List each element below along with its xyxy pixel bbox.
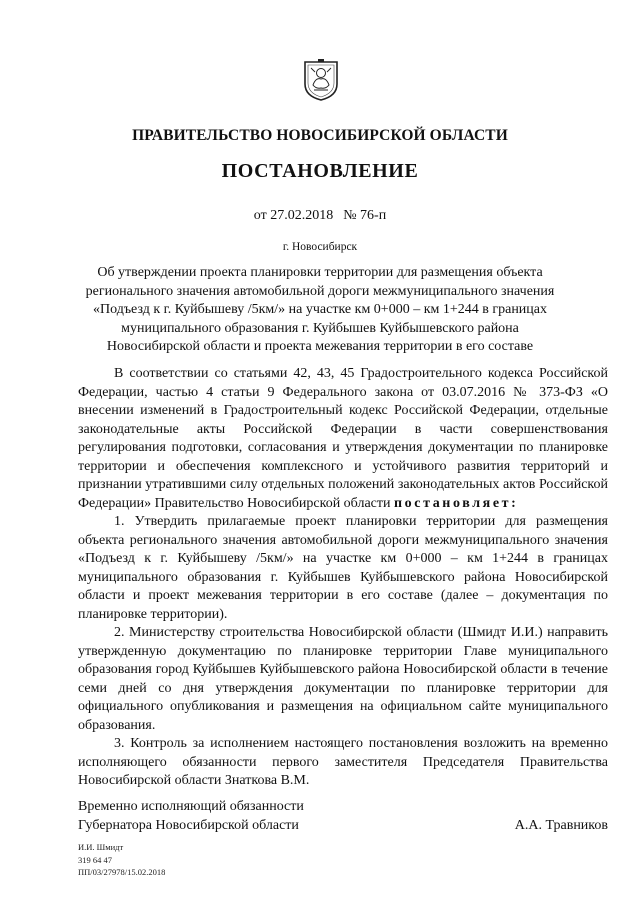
executor-block bbox=[78, 841, 165, 879]
document-subject bbox=[84, 264, 556, 357]
executor-phone: 319 64 47 bbox=[78, 854, 112, 865]
subject-line: Об утверждении проекта планировки территории для размещения объекта bbox=[97, 265, 543, 280]
signatory-position-line-1: Временно исполняющий обязанности bbox=[78, 799, 304, 814]
document-number: № 76-п bbox=[343, 208, 387, 223]
subject-line: «Подъезд к г. Куйбышеву /5км/» на участке км 0+000 – км 1+244 в границах bbox=[92, 302, 548, 318]
resolution-item-2: 2. Министерству строительства Новосибирской области (Шмидт И.И.) направить утвержденную документацию по планировке территории Главе муниципального образования город Куйбышев Куйбышевского района Новосибирской области в течение семи дней со дня утверждения документации по планировке территории для официального опубликования и размещения на официальном сайте муниципального образования. bbox=[78, 625, 608, 733]
resolution-item-3: 3. Контроль за исполнением настоящего постановления возложить на временно исполняющего обязанности первого заместителя Председателя Правительства Новосибирской области Знаткова В.М. bbox=[78, 736, 608, 788]
registration-number: ПП/03/27978/15.02.2018 bbox=[78, 867, 166, 877]
coat-of-arms-icon bbox=[302, 58, 340, 102]
subject-line: регионального значения автомобильной дороги межмуниципального значения bbox=[85, 283, 555, 299]
resolution-item-1: 1. Утвердить прилагаемые проект планировки территории для размещения объекта регионального значения автомобильной дороги межмуниципального значения «Подъезд к г. Куйбышеву /5км/» на участке км 0+000 – км 1+244 в границах муниципального образования г. Куйбышев Куйбышевского района Новосибирской области и проект межевания территории в его составе (далее – документация по планировке территории). bbox=[78, 514, 608, 622]
subject-line: Новосибирской области и проекта межевания территории в его составе bbox=[106, 339, 534, 355]
city: г. Новосибирск bbox=[282, 241, 358, 253]
date-number-line bbox=[0, 208, 640, 224]
document-body bbox=[78, 365, 608, 791]
signature-block bbox=[78, 798, 608, 835]
document-date: от 27.02.2018 bbox=[253, 208, 334, 223]
resolves-word: постановляет: bbox=[393, 495, 519, 511]
signatory-name: А.А. Травников bbox=[514, 817, 608, 833]
signatory-position-line-2: Губернатора Новосибирской области bbox=[78, 817, 299, 833]
executor-name: И.И. Шмидт bbox=[78, 842, 124, 852]
subject-line: муниципального образования г. Куйбышев Куйбышевского района bbox=[121, 320, 519, 336]
organization-name: ПРАВИТЕЛЬСТВО НОВОСИБИРСКОЙ ОБЛАСТИ bbox=[132, 127, 508, 144]
document-type: ПОСТАНОВЛЕНИЕ bbox=[221, 160, 419, 182]
preamble-paragraph bbox=[78, 365, 608, 513]
preamble-text: В соответствии со статьями 42, 43, 45 Градостроительного кодекса Российской Федерации, частью 4 статьи 9 Федерального закона от 03.07.2016 № 373-ФЗ «О внесении изменений в Градостроительный кодекс Российской Федерации, отдельные законодательные акты Российской Федерации в части совершенствования регулирования подготовки, согласования и утверждения документации по планировке территории и обеспечения комплексного и устойчивого развития территорий и признании утратившими силу отдельных положений законодательных актов Российской Федерации» Правительство Новосибирской области bbox=[78, 366, 608, 511]
